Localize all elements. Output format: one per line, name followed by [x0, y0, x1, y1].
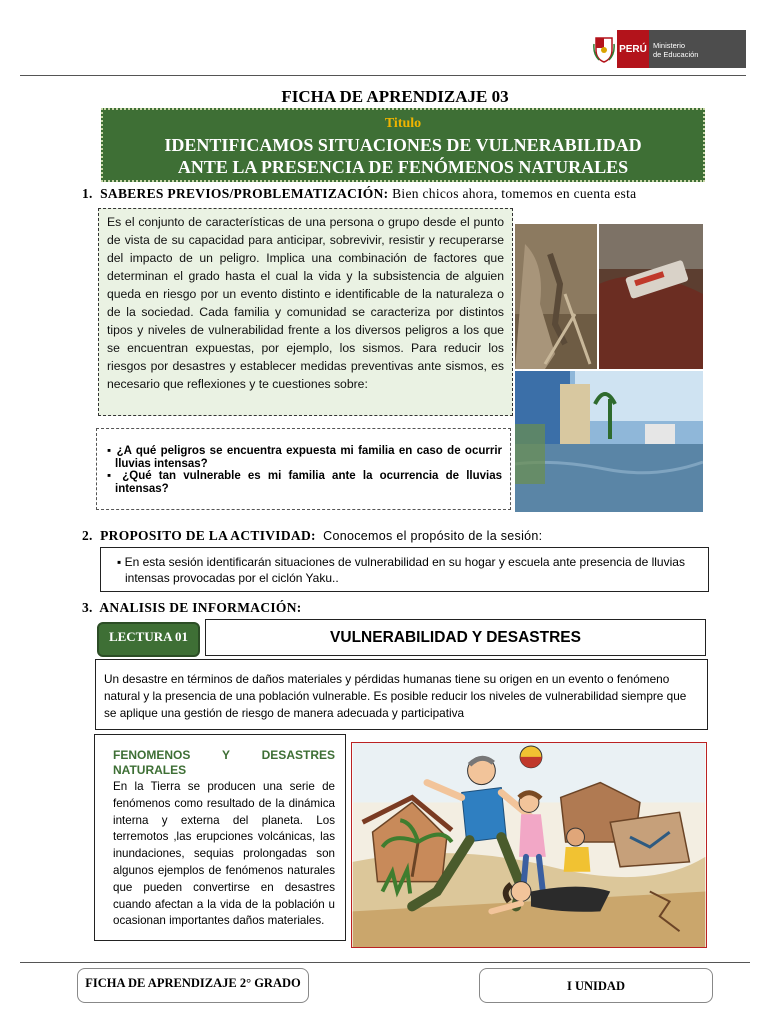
- lectura-title: VULNERABILIDAD Y DESASTRES: [205, 619, 706, 656]
- phenomena-text: En la Tierra se producen una serie de fenómenos como resultado de la dinámica interna y externa del planeta. Los terremotos ,las erupciones volcánicas, las inundaciones, sequias prolongadas son algunos ejemplos de fenómenos naturales que pueden convertirse en desastres cuando afectan a la vida de la población u ocasionan importantes daños materiales.: [113, 780, 335, 928]
- section2-heading: 2. PROPOSITO DE LA ACTIVIDAD: Conocemos el propósito de la sesión:: [82, 528, 543, 543]
- question-item: ▪ ¿A qué peligros se encuentra expuesta mi familia en caso de ocurrir lluvias intensas?: [107, 445, 502, 470]
- definition-box: Es el conjunto de características de una persona o grupo desde el punto de vista de su capacidad para anticipar, sobrevivir, resistir y recuperarse del impacto de un peligro. Implica una combinación de factores que determinan el grado hasta el cual la vida y la subsistencia de alguien queda en riesgo por un evento distinto e identificable de la naturaleza o de la sociedad. Cada familia y comunidad se caracteriza por distintos tipos y niveles de vulnerabilidad frente a los diversos peligros a los que se encuentran expuestas, por ejemplo, los sismos. Para reducir los riesgos por desastres y establecer medidas preventivas ante sismos, es necesario que reflexiones y te cuestiones sobre:: [98, 208, 513, 416]
- footer-ficha-label: FICHA DE APRENDIZAJE 2° GRADO: [77, 968, 309, 1003]
- phenomena-title-line2: NATURALES: [113, 763, 187, 777]
- logo-country: PERÚ: [617, 30, 649, 68]
- page-title: FICHA DE APRENDIZAJE 03: [281, 87, 509, 106]
- lectura-tag: LECTURA 01: [97, 622, 200, 657]
- title-label: Titulo: [384, 116, 422, 131]
- section1-heading: 1. SABERES PREVIOS/PROBLEMATIZACIÓN: Bien chicos ahora, tomemos en cuenta esta: [82, 186, 637, 201]
- footer-unidad-label: I UNIDAD: [479, 968, 713, 1003]
- title-text: IDENTIFICAMOS SITUACIONES DE VULNERABILIDAD ANTE LA PRESENCIA DE FENÓMENOS NATURALES: [164, 135, 642, 177]
- logo-ministry: Ministerio de Educación: [649, 30, 746, 68]
- phenomena-box: [94, 734, 346, 941]
- purpose-box: [100, 547, 709, 592]
- lectura-body: Un desastre en términos de daños materiales y pérdidas humanas tiene su origen en un evento o fenómeno natural y la presencia de una población vulnerable. Es posible reducir los niveles de vulnerabilidad siempre que se aplique una gestión de riesgo de manera adecuada y participativa: [95, 659, 708, 730]
- ministry-logo: [590, 30, 746, 68]
- disaster-photo-collage: [515, 224, 703, 512]
- header-divider: [20, 75, 746, 76]
- question-item: ▪ ¿Qué tan vulnerable es mi familia ante la ocurrencia de lluvias intensas?: [107, 470, 503, 495]
- title-banner: [101, 108, 705, 182]
- flooded-street-photo: [515, 371, 703, 512]
- purpose-bullet: ▪ En esta sesión identificarán situaciones de vulnerabilidad en su hogar y escuela ante presencia de lluvias intensas provocadas por el ciclón Yaku..: [117, 555, 685, 585]
- section3-heading: 3. ANALISIS DE INFORMACIÓN:: [82, 600, 302, 615]
- coat-of-arms-icon: [590, 30, 617, 68]
- earthquake-family-illustration: [351, 742, 707, 948]
- mudslide-photo: [515, 224, 597, 369]
- phenomena-title: FENOMENOS Y DESASTRES: [113, 748, 335, 762]
- footer-divider: [20, 962, 750, 963]
- debris-photo: [599, 224, 703, 369]
- questions-box: [96, 428, 511, 510]
